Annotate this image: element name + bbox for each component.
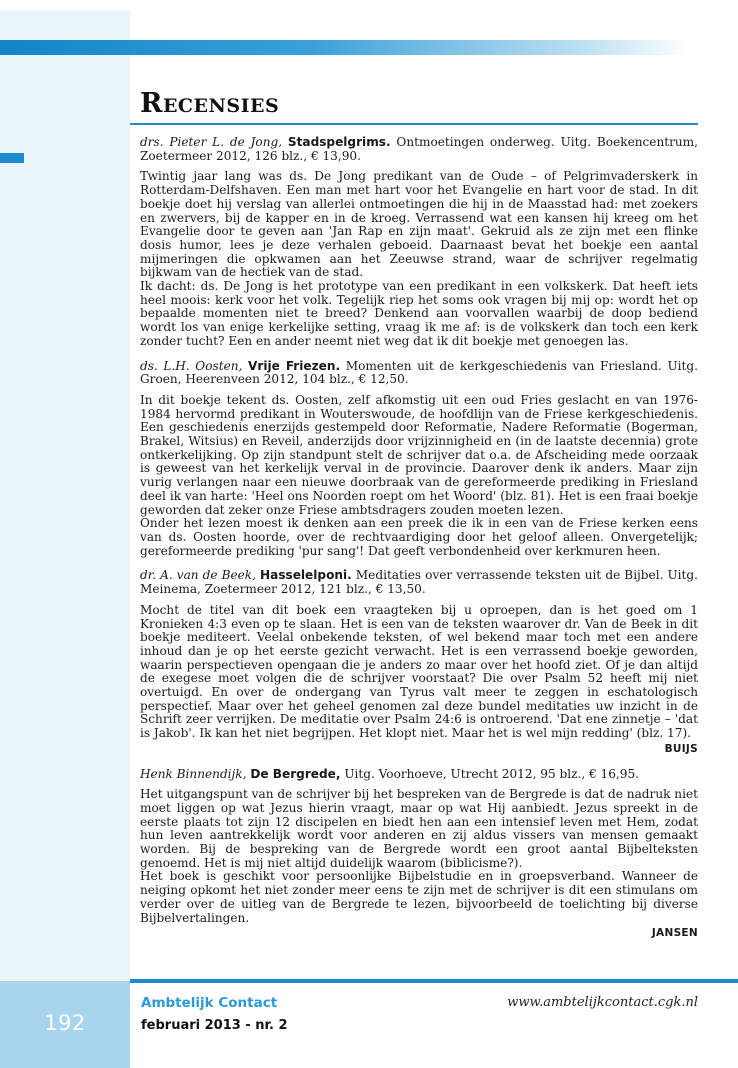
review-paragraph: In dit boekje tekent ds. Oosten, zelf afkomstig uit een oud Fries geslacht en van 1976-1984 hervormd predikant in Wouterswoude, de hoofdlijn van de Friese kerkgeschiedenis. Een geschiedenis enerzijds gestempeld door Reformatie, Nadere Reformatie (Bogerman, Brakel, Witsius) en Reveil, anderzijds door vrijzinnigheid en (in de laatste decennia) grote ontkerkelijking. Op zijn standpunt stelt de schrijver dat o.a. de Afscheiding mede oorzaak is geweest van het kerkelijk verval in de provincie. Daarover denk ik anders. Maar zijn vurig verlangen naar een nieuwe doorbraak van de gereformeerde prediking in Friesland deel ik van harte: 'Heel ons Noorden roept om het Woord' (blz. 81). Het is een fraai boekje geworden dat zeker onze Friese ambtsdragers zouden moeten lezen. — [140, 392, 698, 517]
section-marker — [0, 153, 24, 163]
review-details: Ontmoetingen onderweg. Uitg. Boekencentrum, Zoetermeer 2012, 126 blz., € 13,90. — [140, 135, 698, 163]
review-book-title: Hasselelponi. — [260, 568, 352, 583]
review-citation — [140, 360, 698, 387]
page-title: Recensies — [140, 88, 280, 119]
reviewer-signature: BUIJS — [664, 742, 698, 755]
reviews-column — [140, 136, 698, 952]
review-4 — [140, 768, 698, 941]
review-details: Uitg. Voorhoeve, Utrecht 2012, 95 blz., € 16,95. — [340, 766, 640, 781]
reviewer-signature: JANSEN — [651, 927, 698, 940]
review-paragraph: Ik dacht: ds. De Jong is het prototype van een predikant in een volkskerk. Dat heeft iets heel moois: kerk voor het volk. Tegelijk riep het soms ook vragen bij mij op: wordt het op bepaalde momenten niet te breed? Denkend aan voorvallen waarbij de doop bediend wordt los van enige kerkelijke setting, vraag ik me af: is de volkskerk dan toch een kerk zonder tucht? Een en ander neemt niet weg dat ik dit boekje met genoegen las. — [140, 279, 698, 348]
footer-magazine-name: Ambtelijk Contact — [141, 995, 278, 1011]
review-book-title: De Bergrede, — [250, 766, 341, 781]
footer-website-link[interactable]: www.ambtelijkcontact.cgk.nl — [507, 995, 698, 1010]
title-rule — [130, 123, 698, 125]
review-author: ds. L.H. Oosten, — [140, 358, 243, 373]
review-paragraph: Twintig jaar lang was ds. De Jong predikant van de Oude – of Pelgrimvaderskerk in Rotterdam-Delfshaven. Een man met hart voor het Evangelie en hart voor de stad. In dit boekje doet hij verslag van allerlei ontmoetingen die hij in de Maasstad had: met zoekers en zwervers, bij de kapper en in de kroeg. Verrassend wat een kansen hij kreeg om het Evangelie door te geven aan 'Jan Rap en zijn maat'. Gekruid als ze zijn met een flinke dosis humor, lees je deze verhalen geboeid. Daarnaast bevat het boekje een aantal mijmeringen die opkwamen aan het Zeeuwse strand, waar de schrijver regelmatig bijkwam van de hectiek van de stad. — [140, 169, 698, 280]
review-book-title: Stadspelgrims. — [287, 135, 391, 149]
review-2 — [140, 360, 698, 559]
review-citation — [140, 136, 698, 163]
review-details: Meditaties over verrassende teksten uit de Bijbel. Uitg. Meinema, Zoetermeer 2012, 121 blz., € 13,50. — [140, 568, 698, 597]
review-paragraph: Onder het lezen moest ik denken aan een preek die ik in een van de Friese kerken eens van ds. Oosten hoorde, over de rechtvaardiging door het geloof alleen. Onvergetelijk; gereformeerde prediking 'pur sang'! Dat geeft verbondenheid over kerkmuren heen. — [140, 516, 698, 558]
review-1 — [140, 136, 698, 349]
footer-rule — [130, 979, 738, 983]
review-book-title: Vrije Friezen. — [248, 358, 341, 373]
left-sidebar — [0, 10, 130, 1068]
review-citation — [140, 569, 698, 596]
review-author: Henk Binnendijk, — [140, 766, 247, 781]
review-details: Momenten uit de kerkgeschiedenis van Friesland. Uitg. Groen, Heerenveen 2012, 104 blz., € 12,50. — [140, 358, 698, 387]
footer-issue: februari 2013 - nr. 2 — [141, 1018, 288, 1033]
review-author: drs. Pieter L. de Jong, — [140, 135, 283, 149]
page-number: 192 — [44, 1011, 86, 1035]
review-3 — [140, 569, 698, 756]
review-paragraph: Mocht de titel van dit boek een vraagteken bij u oproepen, dan is het goed om 1 Kronieken 4:3 even op te slaan. Het is een van de teksten waarover dr. Van de Beek in dit boekje mediteert. Veelal onbekende teksten, of wel bekend maar toch met een andere inhoud dan je op het eerste gezicht verwacht. Het is een verrassend boekje geworden, waarin perspectieven opengaan die je anders zo maar over het hoofd ziet. Of je dan altijd de exegese moet volgen die de schrijver voorstaat? Die over Psalm 52 heeft mij niet overtuigd. En over de ondergang van Tyrus valt meer te zeggen in eschatologisch perspectief. Maar over het geheel genomen zal deze bundel meditaties uw inzicht in de Schrift zeer verrijken. De meditatie over Psalm 24:6 is ontroerend. 'Dat ene zinnetje – 'dat is Jakob'. Ik kan het niet begrijpen. Het klopt niet. Maar het is wel mijn redding' (blz. 17). — [140, 602, 698, 741]
review-author: dr. A. van de Beek, — [140, 568, 256, 583]
header-band — [0, 40, 690, 55]
review-citation — [140, 768, 698, 782]
review-paragraph: Het uitgangspunt van de schrijver bij het bespreken van de Bergrede is dat de nadruk niet moet liggen op wat Jezus hierin vraagt, maar op wat Hij aanbiedt. Jezus spreekt in de eerste plaats tot zijn 12 discipelen en biedt hen aan een intensief leven met Hem, zodat hun leven aantrekkelijk wordt voor anderen en zij aldus vissers van mensen gemaakt worden. Bij de bespreking van de Bergrede wordt een groot aantal Bijbelteksten genoemd. Het is mij niet altijd duidelijk waarom (biblicisme?). — [140, 787, 698, 870]
review-paragraph: Het boek is geschikt voor persoonlijke Bijbelstudie en in groepsverband. Wanneer de neiging opkomt het niet zonder meer eens te zijn met de schrijver is dit een stimulans om verder over de uitleg van de Bergrede te lezen, bijvoorbeeld de toelichting bij diverse Bijbelvertalingen. — [140, 869, 698, 925]
